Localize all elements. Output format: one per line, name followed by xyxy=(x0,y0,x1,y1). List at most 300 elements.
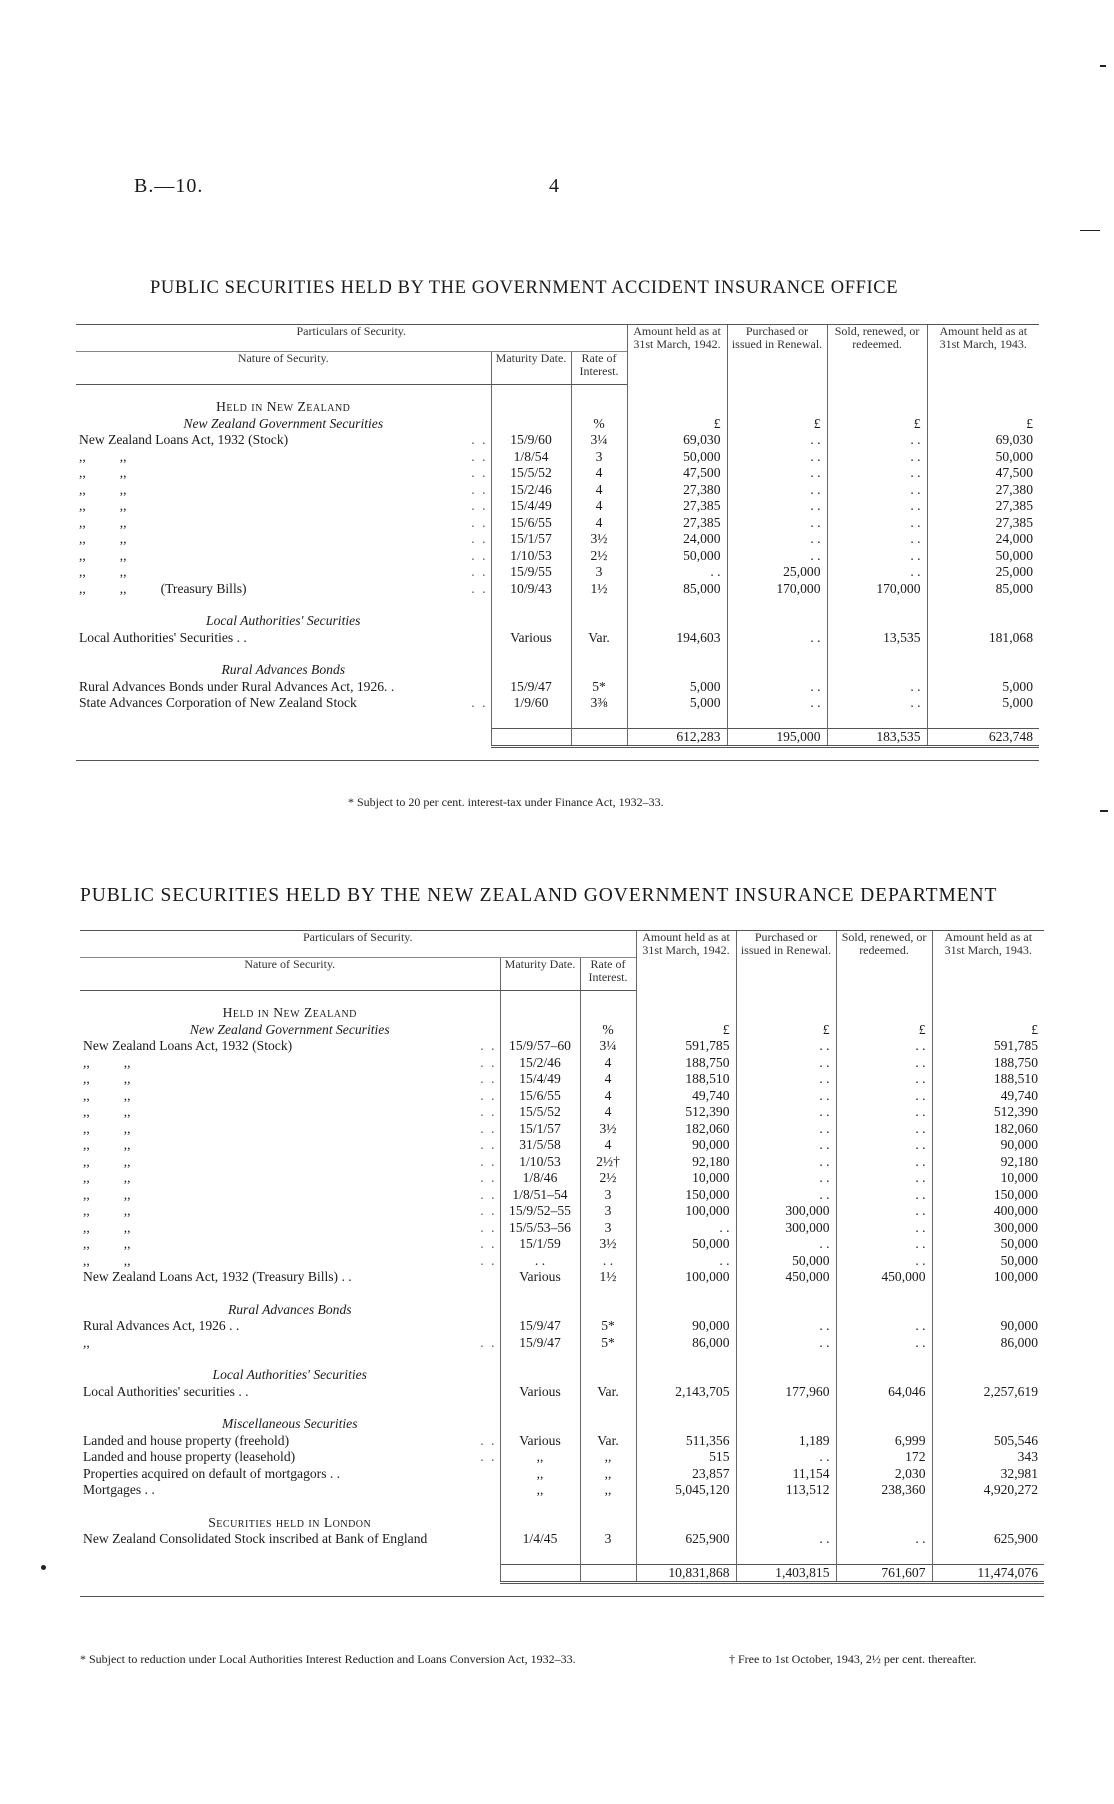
cell-maturity: 15/1/57 xyxy=(500,1121,580,1138)
cell-held-1942: 86,000 xyxy=(636,1335,736,1352)
cell-held-1943: 181,068 xyxy=(927,630,1039,647)
cell-purchased: . . xyxy=(736,1104,836,1121)
cell-rate: 4 xyxy=(580,1088,636,1105)
cell-held-1942: 2,143,705 xyxy=(636,1384,736,1401)
cell-held-1942: 85,000 xyxy=(627,581,727,598)
cell-nature xyxy=(80,1088,500,1105)
cell-sold: 238,360 xyxy=(836,1482,932,1499)
scan-mark xyxy=(1100,65,1106,67)
securities-table xyxy=(80,930,1044,1597)
nature-label: New Zealand Consolidated Stock inscribed at Bank of England xyxy=(83,1531,428,1546)
table-row xyxy=(76,449,1039,466)
cell-sold: . . xyxy=(836,1220,932,1237)
cell-purchased: . . xyxy=(736,1187,836,1204)
cell-nature xyxy=(80,1154,500,1171)
cell-sold: . . xyxy=(827,432,927,449)
cell-rate: . . xyxy=(580,1253,636,1270)
leader-dots: . . xyxy=(480,1236,497,1251)
cell-rate: Var. xyxy=(580,1433,636,1450)
leader-dots: . . xyxy=(471,564,488,579)
footnote-free-to: † Free to 1st October, 1943, 2½ per cent. thereafter. xyxy=(729,1652,977,1666)
cell-nature xyxy=(76,515,491,532)
cell-maturity: 1/8/46 xyxy=(500,1170,580,1187)
nature-label: ,, ,, xyxy=(79,531,127,546)
cell-held-1942: 90,000 xyxy=(636,1318,736,1335)
spacer-row xyxy=(80,1400,1044,1416)
table-row xyxy=(80,1071,1044,1088)
cell-held-1943: 343 xyxy=(932,1449,1044,1466)
header-rate: Rate of Interest. xyxy=(580,958,636,991)
cell-nature xyxy=(80,1170,500,1187)
nature-label: ,, ,, xyxy=(79,514,127,530)
cell-nature xyxy=(80,1269,500,1286)
heading-miscellaneous: Miscellaneous Securities xyxy=(221,1416,358,1431)
table-row xyxy=(80,1449,1044,1466)
cell-rate: 5* xyxy=(580,1318,636,1335)
cell-held-1943: 4,920,272 xyxy=(932,1482,1044,1499)
cell-nature xyxy=(80,1433,500,1450)
leader-dots: . . xyxy=(471,547,488,563)
total-held1942: 10,831,868 xyxy=(636,1564,736,1583)
cell-sold: . . xyxy=(827,564,927,581)
cell-sold: 64,046 xyxy=(836,1384,932,1401)
cell-held-1943: 92,180 xyxy=(932,1154,1044,1171)
cell-rate: 3 xyxy=(580,1531,636,1548)
table-row xyxy=(76,465,1039,482)
header-nature: Nature of Security. xyxy=(76,352,491,385)
cell-rate: 3½ xyxy=(571,531,627,548)
cell-sold: . . xyxy=(836,1121,932,1138)
cell-purchased: . . xyxy=(736,1335,836,1352)
cell-sold: 13,535 xyxy=(827,630,927,647)
leader-dots: . . xyxy=(480,1137,497,1152)
cell-held-1942: 625,900 xyxy=(636,1531,736,1548)
cell-held-1942: 182,060 xyxy=(636,1121,736,1138)
leader-dots: . . xyxy=(471,448,488,464)
cell-purchased: . . xyxy=(727,482,827,499)
unit-pound: £ xyxy=(927,416,1039,433)
cell-purchased: . . xyxy=(727,630,827,647)
cell-rate: 3 xyxy=(571,564,627,581)
cell-nature xyxy=(80,1236,500,1253)
cell-purchased: . . xyxy=(736,1137,836,1154)
cell-nature xyxy=(80,1466,500,1483)
cell-held-1942: 49,740 xyxy=(636,1088,736,1105)
cell-held-1942: 90,000 xyxy=(636,1137,736,1154)
cell-rate: 4 xyxy=(571,482,627,499)
heading-held-in-nz: Held in New Zealand xyxy=(222,1005,357,1020)
heading-rural-advances: Rural Advances Bonds xyxy=(221,662,346,677)
nature-label: ,, ,, xyxy=(83,1120,131,1136)
cell-maturity: 15/9/57–60 xyxy=(500,1038,580,1055)
cell-nature xyxy=(76,679,491,696)
cell-held-1943: 100,000 xyxy=(932,1269,1044,1286)
cell-purchased: . . xyxy=(736,1038,836,1055)
cell-held-1942: . . xyxy=(627,564,727,581)
cell-held-1943: 32,981 xyxy=(932,1466,1044,1483)
cell-rate: Var. xyxy=(571,630,627,647)
header-maturity: Maturity Date. xyxy=(500,958,580,991)
cell-held-1942: 27,385 xyxy=(627,498,727,515)
cell-nature xyxy=(80,1449,500,1466)
cell-rate: 3 xyxy=(580,1220,636,1237)
nature-label: ,, ,, xyxy=(83,1153,131,1169)
cell-rate: 2½ xyxy=(580,1170,636,1187)
spacer-row xyxy=(76,646,1039,662)
heading-nz-government-securities: New Zealand Government Securities xyxy=(189,1021,390,1037)
table-body xyxy=(76,385,1039,761)
cell-maturity: 15/5/52 xyxy=(491,465,571,482)
cell-rate: ,, xyxy=(580,1449,636,1466)
cell-held-1943: 90,000 xyxy=(932,1137,1044,1154)
nature-label: Properties acquired on default of mortgagors . . xyxy=(83,1465,341,1481)
nature-label: ,, ,, xyxy=(83,1203,131,1218)
cell-held-1943: 50,000 xyxy=(927,449,1039,466)
securities-table xyxy=(76,324,1039,761)
leader-dots: . . xyxy=(480,1120,497,1136)
cell-maturity: Various xyxy=(500,1384,580,1401)
cell-purchased: . . xyxy=(736,1170,836,1187)
table-row xyxy=(80,1335,1044,1352)
spacer-row xyxy=(80,1499,1044,1515)
spacer-row xyxy=(76,712,1039,729)
cell-sold: . . xyxy=(836,1071,932,1088)
cell-maturity: 1/10/53 xyxy=(491,548,571,565)
cell-held-1943: 27,385 xyxy=(927,515,1039,532)
cell-sold: 170,000 xyxy=(827,581,927,598)
cell-rate: 4 xyxy=(580,1137,636,1154)
table-row xyxy=(80,1137,1044,1154)
cell-sold: . . xyxy=(827,449,927,466)
cell-held-1943: 10,000 xyxy=(932,1170,1044,1187)
table-row xyxy=(76,432,1039,449)
cell-held-1943: 47,500 xyxy=(927,465,1039,482)
leader-dots: . . xyxy=(480,1153,497,1169)
end-rule xyxy=(76,747,1039,761)
total-sold: 761,607 xyxy=(836,1564,932,1583)
cell-nature xyxy=(80,1203,500,1220)
leader-dots: . . xyxy=(480,1203,497,1218)
cell-sold: 172 xyxy=(836,1449,932,1466)
header-purchased: Purchased or issued in Renewal. xyxy=(727,325,827,385)
subheading-row xyxy=(80,1302,1044,1319)
unit-pound: £ xyxy=(836,1022,932,1039)
nature-label: ,, ,, xyxy=(83,1071,131,1086)
leader-dots: . . xyxy=(480,1432,497,1448)
cell-maturity: 15/2/46 xyxy=(491,482,571,499)
cell-sold: . . xyxy=(836,1335,932,1352)
totals-row xyxy=(80,1564,1044,1583)
cell-held-1942: 69,030 xyxy=(627,432,727,449)
cell-rate: 3 xyxy=(580,1187,636,1204)
cell-rate: 4 xyxy=(571,515,627,532)
cell-purchased: . . xyxy=(727,465,827,482)
unit-pound: £ xyxy=(636,1022,736,1039)
cell-maturity: 15/2/46 xyxy=(500,1055,580,1072)
cell-held-1943: 69,030 xyxy=(927,432,1039,449)
cell-held-1942: 47,500 xyxy=(627,465,727,482)
cell-purchased: . . xyxy=(736,1449,836,1466)
cell-held-1942: 591,785 xyxy=(636,1038,736,1055)
cell-nature xyxy=(76,498,491,515)
table-row xyxy=(80,1154,1044,1171)
cell-nature xyxy=(80,1038,500,1055)
table-row xyxy=(76,695,1039,712)
header-held-1943: Amount held as at 31st March, 1943. xyxy=(927,325,1039,385)
cell-sold: . . xyxy=(827,498,927,515)
cell-maturity: 15/9/47 xyxy=(491,679,571,696)
cell-purchased: . . xyxy=(736,1088,836,1105)
nature-label: Mortgages . . xyxy=(83,1482,155,1497)
cell-rate: 5* xyxy=(571,679,627,696)
cell-maturity: 31/5/58 xyxy=(500,1137,580,1154)
cell-held-1943: 24,000 xyxy=(927,531,1039,548)
cell-rate: 4 xyxy=(580,1104,636,1121)
cell-sold: . . xyxy=(836,1170,932,1187)
cell-held-1943: 50,000 xyxy=(932,1236,1044,1253)
nature-label: ,, ,, xyxy=(83,1137,131,1152)
cell-sold: . . xyxy=(827,679,927,696)
leader-dots: . . xyxy=(471,498,488,513)
cell-maturity: 1/4/45 xyxy=(500,1531,580,1548)
footnote-reduction: * Subject to reduction under Local Authorities Interest Reduction and Loans Conversion Act, 1932–33. xyxy=(80,1652,576,1666)
cell-maturity: ,, xyxy=(500,1482,580,1499)
nature-label: ,, ,, xyxy=(83,1054,131,1070)
cell-maturity: 15/9/52–55 xyxy=(500,1203,580,1220)
cell-purchased: 177,960 xyxy=(736,1384,836,1401)
cell-maturity: 15/9/47 xyxy=(500,1318,580,1335)
cell-purchased: . . xyxy=(727,432,827,449)
cell-held-1942: 5,000 xyxy=(627,695,727,712)
cell-held-1943: 512,390 xyxy=(932,1104,1044,1121)
cell-maturity: ,, xyxy=(500,1449,580,1466)
cell-purchased: . . xyxy=(736,1121,836,1138)
cell-nature xyxy=(76,531,491,548)
leader-dots: . . xyxy=(471,695,488,710)
header-held-1943: Amount held as at 31st March, 1943. xyxy=(932,931,1044,991)
cell-held-1942: 92,180 xyxy=(636,1154,736,1171)
header-particulars: Particulars of Security. xyxy=(80,931,636,958)
total-sold: 183,535 xyxy=(827,728,927,747)
cell-held-1942: 100,000 xyxy=(636,1203,736,1220)
leader-dots: . . xyxy=(480,1252,497,1268)
cell-rate: 3 xyxy=(571,449,627,466)
heading-held-in-nz: Held in New Zealand xyxy=(216,399,351,414)
leader-dots: . . xyxy=(480,1104,497,1119)
cell-rate: 2½ xyxy=(571,548,627,565)
cell-maturity: . . xyxy=(500,1253,580,1270)
cell-nature xyxy=(76,695,491,712)
cell-sold: . . xyxy=(836,1187,932,1204)
cell-maturity: 15/5/53–56 xyxy=(500,1220,580,1237)
cell-rate: 3⅜ xyxy=(571,695,627,712)
nature-label: ,, xyxy=(83,1334,90,1350)
header-purchased: Purchased or issued in Renewal. xyxy=(736,931,836,991)
cell-maturity: 15/9/47 xyxy=(500,1335,580,1352)
nature-label: ,, ,, xyxy=(79,547,127,563)
cell-maturity: 15/9/60 xyxy=(491,432,571,449)
cell-sold: . . xyxy=(827,515,927,532)
nature-label: Landed and house property (leasehold) xyxy=(83,1449,296,1464)
table-row xyxy=(80,1055,1044,1072)
cell-held-1942: 50,000 xyxy=(636,1236,736,1253)
header-nature: Nature of Security. xyxy=(80,958,500,991)
table-row xyxy=(76,531,1039,548)
cell-held-1943: 50,000 xyxy=(932,1253,1044,1270)
cell-nature xyxy=(76,548,491,565)
spacer-row xyxy=(80,1351,1044,1367)
nature-label: Rural Advances Bonds under Rural Advances Act, 1926. . xyxy=(79,678,395,694)
cell-sold: 6,999 xyxy=(836,1433,932,1450)
leader-dots: . . xyxy=(480,1186,497,1202)
cell-rate: 3¼ xyxy=(580,1038,636,1055)
cell-maturity: 10/9/43 xyxy=(491,581,571,598)
cell-held-1943: 505,546 xyxy=(932,1433,1044,1450)
cell-held-1942: 24,000 xyxy=(627,531,727,548)
table-row xyxy=(80,1253,1044,1270)
cell-sold: . . xyxy=(827,531,927,548)
cell-maturity: 15/4/49 xyxy=(500,1071,580,1088)
cell-held-1942: 515 xyxy=(636,1449,736,1466)
cell-maturity: 15/6/55 xyxy=(500,1088,580,1105)
leader-dots: . . xyxy=(480,1449,497,1464)
table-row xyxy=(76,482,1039,499)
nature-label: New Zealand Loans Act, 1932 (Stock) xyxy=(79,432,289,447)
cell-sold: . . xyxy=(836,1253,932,1270)
header-particulars: Particulars of Security. xyxy=(76,325,627,352)
scan-mark xyxy=(1100,810,1108,812)
scan-mark xyxy=(1080,230,1100,231)
cell-nature xyxy=(80,1137,500,1154)
cell-rate: 4 xyxy=(571,465,627,482)
cell-purchased: 25,000 xyxy=(727,564,827,581)
cell-rate: 4 xyxy=(571,498,627,515)
nature-label: ,, ,, xyxy=(83,1104,131,1119)
nature-label: ,, ,, xyxy=(83,1252,131,1268)
cell-nature xyxy=(80,1187,500,1204)
cell-purchased: . . xyxy=(727,515,827,532)
cell-held-1942: 188,510 xyxy=(636,1071,736,1088)
total-held1942: 612,283 xyxy=(627,728,727,747)
scan-mark xyxy=(41,1565,46,1570)
cell-sold: . . xyxy=(836,1104,932,1121)
section-accident-insurance xyxy=(0,278,1114,809)
cell-nature xyxy=(76,465,491,482)
cell-rate: ,, xyxy=(580,1482,636,1499)
cell-held-1942: 27,380 xyxy=(627,482,727,499)
cell-held-1943: 400,000 xyxy=(932,1203,1044,1220)
cell-nature xyxy=(80,1384,500,1401)
cell-rate: Var. xyxy=(580,1384,636,1401)
table-row xyxy=(80,1269,1044,1286)
cell-maturity: ,, xyxy=(500,1466,580,1483)
cell-held-1943: 300,000 xyxy=(932,1220,1044,1237)
cell-rate: 4 xyxy=(580,1071,636,1088)
section-title: PUBLIC SECURITIES HELD BY THE NEW ZEALAND GOVERNMENT INSURANCE DEPARTMENT xyxy=(80,885,998,906)
total-held1943: 11,474,076 xyxy=(932,1564,1044,1583)
cell-sold: . . xyxy=(836,1203,932,1220)
cell-purchased: . . xyxy=(736,1318,836,1335)
table-body xyxy=(80,991,1044,1597)
heading-local-authorities: Local Authorities' Securities xyxy=(212,1367,367,1382)
spacer-row xyxy=(76,597,1039,613)
cell-held-1942: 512,390 xyxy=(636,1104,736,1121)
footnote: * Subject to 20 per cent. interest-tax under Finance Act, 1932–33. xyxy=(348,795,664,809)
cell-sold: . . xyxy=(836,1038,932,1055)
leader-dots: . . xyxy=(480,1054,497,1070)
cell-rate: 3 xyxy=(580,1203,636,1220)
leader-dots: . . xyxy=(480,1334,497,1350)
nature-label: ,, ,, xyxy=(79,564,127,579)
cell-held-1942: 5,045,120 xyxy=(636,1482,736,1499)
table-row xyxy=(80,1220,1044,1237)
nature-label: ,, ,, xyxy=(79,481,127,497)
cell-maturity: 15/4/49 xyxy=(491,498,571,515)
cell-nature xyxy=(76,630,491,647)
cell-purchased: . . xyxy=(727,449,827,466)
section-government-insurance xyxy=(0,885,1114,1580)
leader-dots: . . xyxy=(471,580,488,596)
header-sold: Sold, renewed, or redeemed. xyxy=(836,931,932,991)
cell-nature xyxy=(80,1220,500,1237)
nature-label: Landed and house property (freehold) xyxy=(83,1432,290,1448)
nature-label: ,, ,, xyxy=(83,1219,131,1235)
cell-rate: 3¼ xyxy=(571,432,627,449)
cell-held-1943: 2,257,619 xyxy=(932,1384,1044,1401)
subheading-row xyxy=(76,613,1039,630)
cell-maturity: 15/1/57 xyxy=(491,531,571,548)
cell-sold: . . xyxy=(836,1236,932,1253)
heading-local-authorities: Local Authorities' Securities xyxy=(206,613,361,628)
cell-held-1943: 188,510 xyxy=(932,1071,1044,1088)
spacer-row xyxy=(80,1286,1044,1302)
cell-purchased: 1,189 xyxy=(736,1433,836,1450)
cell-sold: . . xyxy=(836,1088,932,1105)
cell-held-1943: 27,385 xyxy=(927,498,1039,515)
nature-label: State Advances Corporation of New Zealand Stock xyxy=(79,695,357,710)
cell-held-1942: 5,000 xyxy=(627,679,727,696)
cell-maturity: Various xyxy=(491,630,571,647)
page-reference: B.—10. xyxy=(134,175,204,197)
cell-purchased: 11,154 xyxy=(736,1466,836,1483)
nature-label: ,, ,, xyxy=(83,1186,131,1202)
cell-rate: 2½† xyxy=(580,1154,636,1171)
table-row xyxy=(76,548,1039,565)
cell-nature xyxy=(80,1121,500,1138)
table-row xyxy=(76,564,1039,581)
cell-rate: ,, xyxy=(580,1466,636,1483)
cell-sold: . . xyxy=(836,1137,932,1154)
table-row xyxy=(76,581,1039,598)
cell-rate: 5* xyxy=(580,1335,636,1352)
table-row xyxy=(80,1466,1044,1483)
cell-nature xyxy=(76,482,491,499)
cell-held-1943: 188,750 xyxy=(932,1055,1044,1072)
nature-label: New Zealand Loans Act, 1932 (Treasury Bills) . . xyxy=(83,1269,352,1284)
cell-sold: . . xyxy=(827,482,927,499)
nature-label: ,, ,, xyxy=(79,448,127,464)
cell-sold: . . xyxy=(836,1318,932,1335)
header-held-1942: Amount held as at 31st March, 1942. xyxy=(636,931,736,991)
cell-held-1942: 50,000 xyxy=(627,449,727,466)
cell-maturity: Various xyxy=(500,1433,580,1450)
unit-pound: £ xyxy=(827,416,927,433)
leader-dots: . . xyxy=(480,1071,497,1086)
cell-held-1943: 90,000 xyxy=(932,1318,1044,1335)
cell-sold: 2,030 xyxy=(836,1466,932,1483)
nature-label: ,, ,, xyxy=(83,1087,131,1103)
unit-pound: £ xyxy=(627,416,727,433)
